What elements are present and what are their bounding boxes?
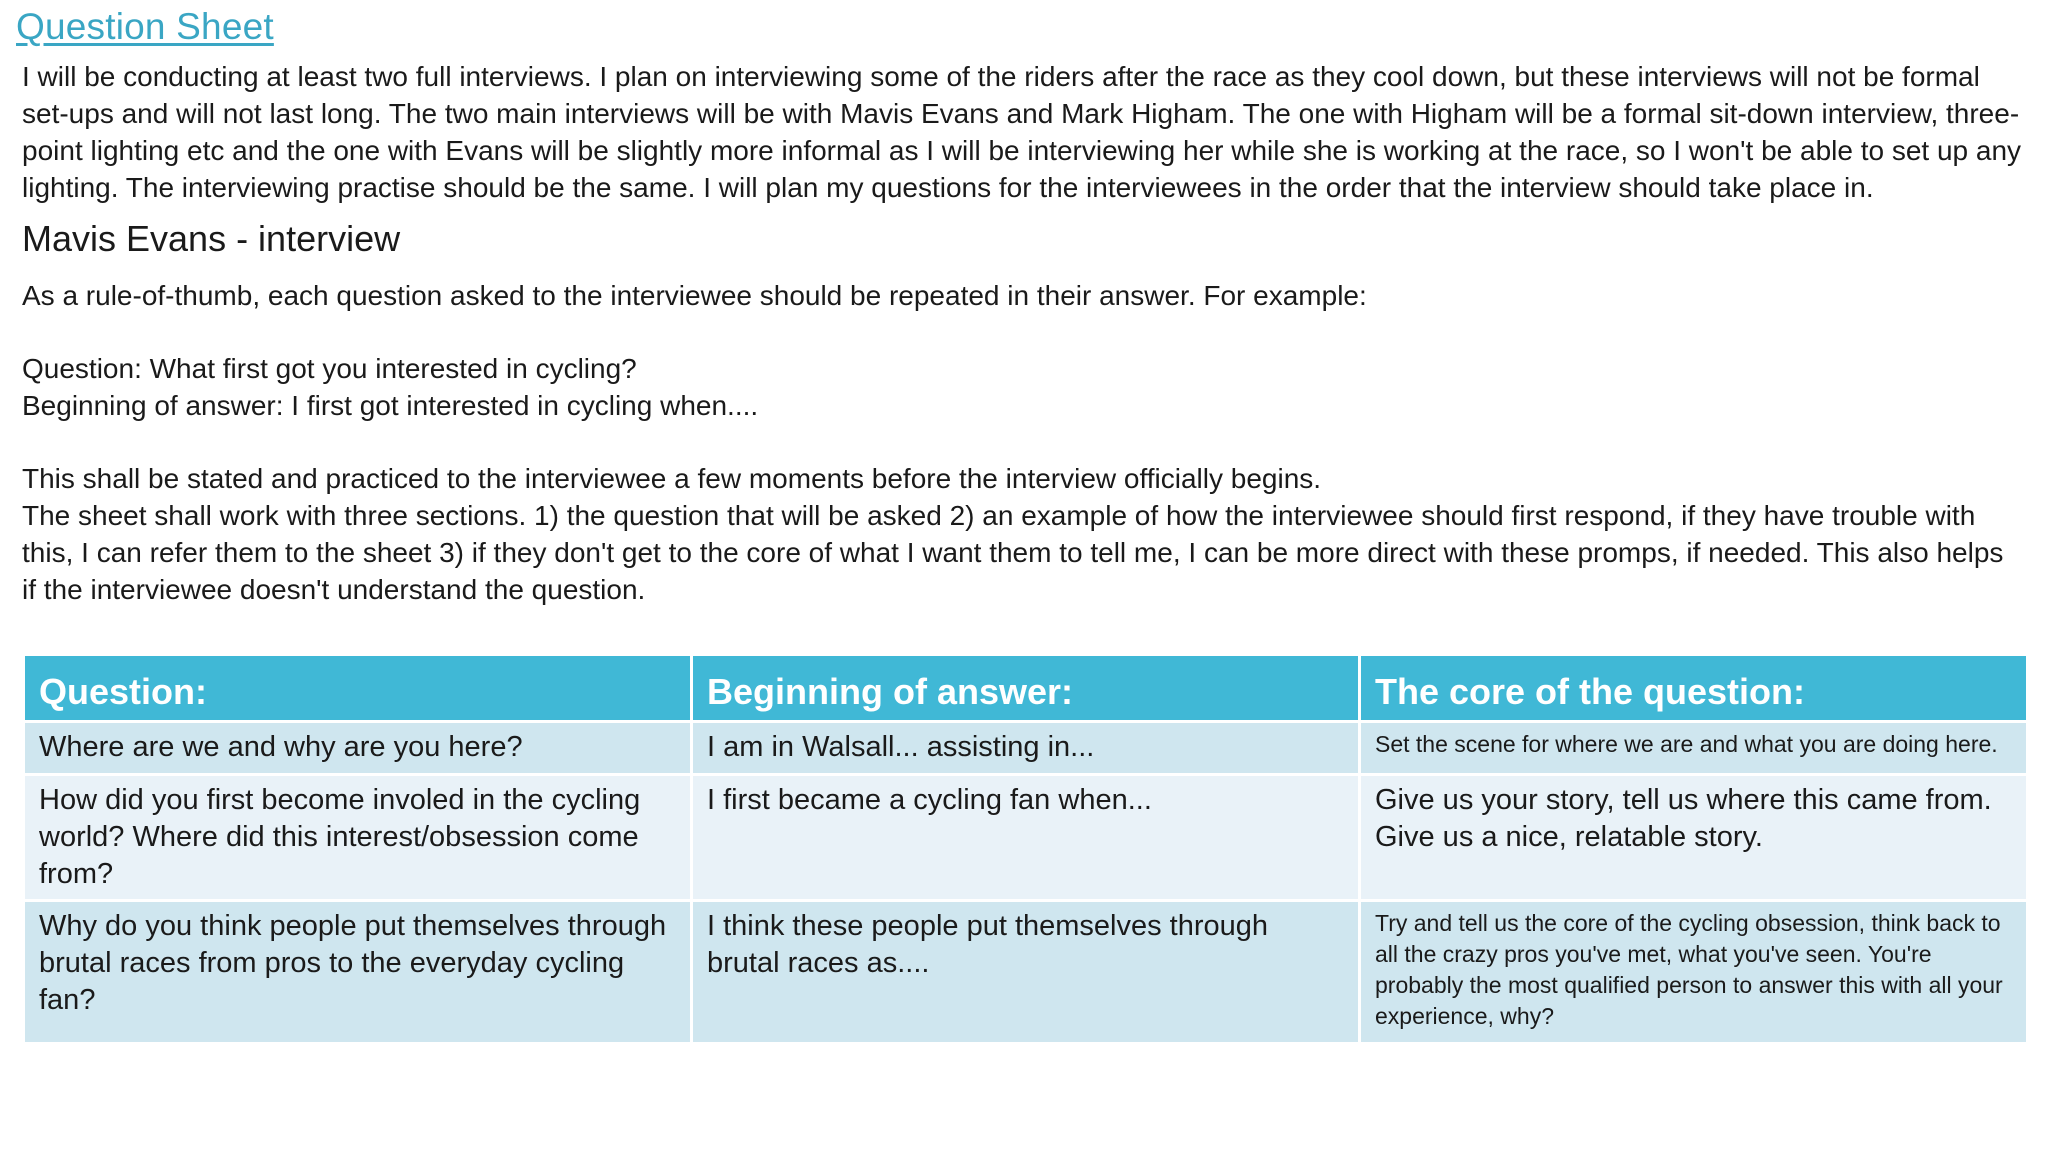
rule-of-thumb-text: As a rule-of-thumb, each question asked to the interviewee should be repeated in their answer. For example: [22, 280, 1367, 311]
header-question: Question: [24, 655, 692, 722]
question-cell: Why do you think people put themselves through brutal races from pros to the everyday cycling fan? [24, 901, 692, 1044]
sections-paragraph: The sheet shall work with three sections. 1) the question that will be asked 2) an example of how the interviewee should first respond, if they have trouble with this, I can refer them to the sheet 3) if they don't get to the core of what I want them to tell me, I can be more direct with these promps, if needed. This also helps if the interviewee doesn't understand the question. [22, 500, 2004, 605]
intro-paragraph: I will be conducting at least two full interviews. I plan on interviewing some of the riders after the race as they cool down, but these interviews will not be formal set-ups and will not last long. The two main interviews will be with Mavis Evans and Mark Higham. The one with Higham will be a formal sit-down interview, three-point lighting etc and the one with Evans will be slightly more informal as I will be interviewing her while she is working at the race, so I won't be able to set up any lighting. The interviewing practise should be the same. I will plan my questions for the interviewees in the order that the interview should take place in. [22, 61, 2022, 203]
core-cell: Set the scene for where we are and what you are doing here. [1360, 722, 2028, 775]
core-cell: Give us your story, tell us where this came from. Give us a nice, relatable story. [1360, 775, 2028, 901]
table-row [24, 722, 2028, 775]
answer-cell: I am in Walsall... assisting in... [692, 722, 1360, 775]
question-cell: How did you first become involed in the cycling world? Where did this interest/obsession come from? [24, 775, 692, 901]
practice-block [22, 460, 2012, 608]
core-cell: Try and tell us the core of the cycling obsession, think back to all the crazy pros you've met, what you've seen. You're probably the most qualified person to answer this with all your experience, why? [1360, 901, 2028, 1044]
answer-cell: I first became a cycling fan when... [692, 775, 1360, 901]
table-header-row [24, 655, 2028, 722]
answer-cell: I think these people put themselves through brutal races as.... [692, 901, 1360, 1044]
example-answer: Beginning of answer: I first got interested in cycling when.... [22, 390, 759, 421]
section-heading: Mavis Evans - interview [22, 218, 401, 259]
question-cell: Where are we and why are you here? [24, 722, 692, 775]
header-beginning-of-answer: Beginning of answer: [692, 655, 1360, 722]
question-table [22, 653, 2029, 1045]
example-question: Question: What first got you interested in cycling? [22, 353, 637, 384]
page-title[interactable]: Question Sheet [16, 6, 274, 47]
practice-line: This shall be stated and practiced to the interviewee a few moments before the interview officially begins. [22, 463, 1322, 494]
header-core-of-question: The core of the question: [1360, 655, 2028, 722]
table-row [24, 901, 2028, 1044]
table-row [24, 775, 2028, 901]
example-block [22, 350, 758, 424]
